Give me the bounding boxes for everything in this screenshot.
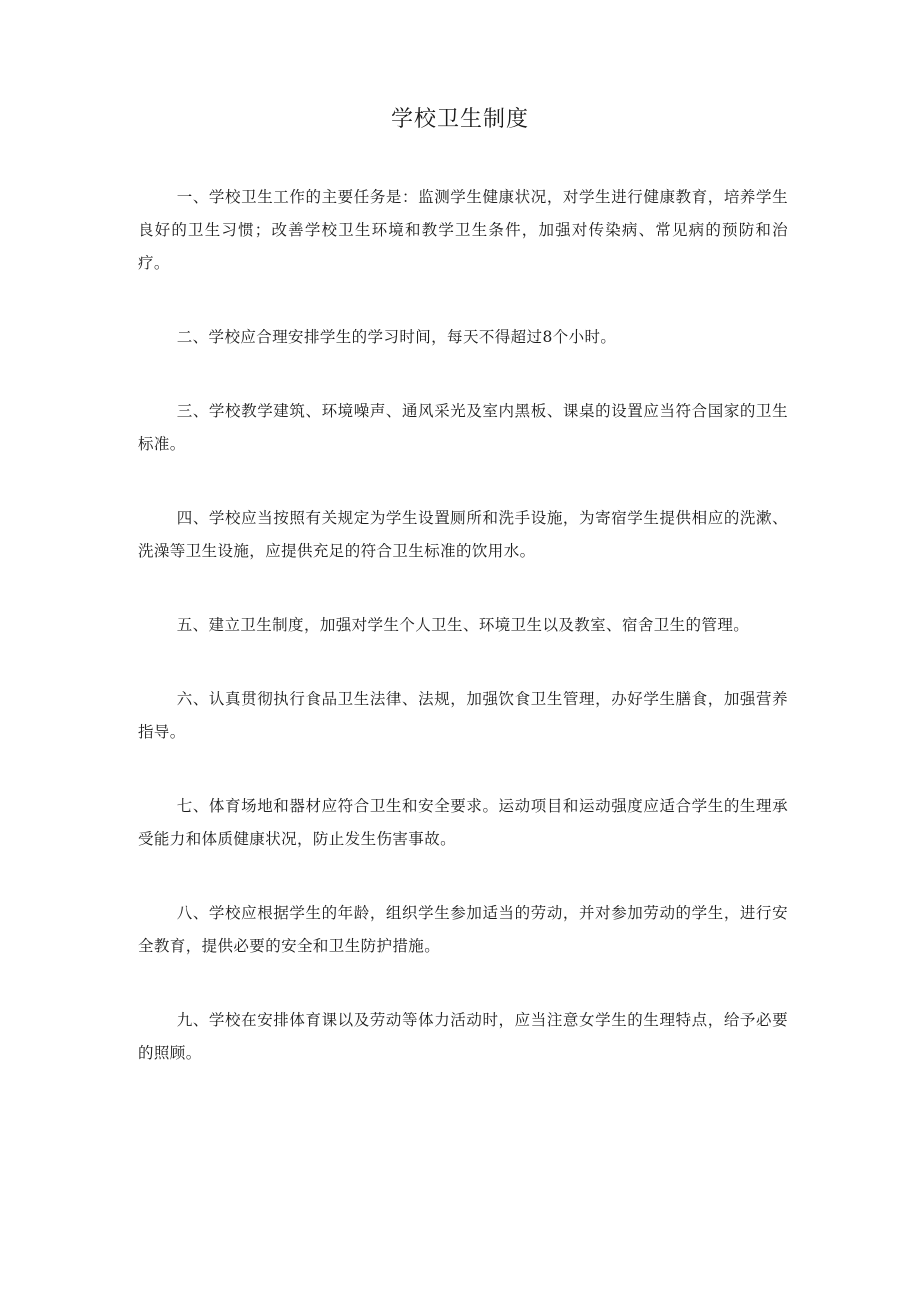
paragraph-2: 二、学校应合理安排学生的学习时间，每天不得超过8个小时。 [176,328,617,346]
paragraph-7: 七、体育场地和器材应符合卫生和安全要求。运动项目和运动强度应适合学生的生理承受能力和体质健康状况，防止发生伤害事故。 [138,797,788,848]
document-title: 学校卫生制度 [390,107,529,132]
document-body [138,181,788,1111]
paragraph-9: 九、学校在安排体育课以及劳动等体力活动时，应当注意女学生的生理特点，给予必要的照顾。 [138,1011,788,1062]
paragraph-3: 三、学校教学建筑、环境噪声、通风采光及室内黑板、课桌的设置应当符合国家的卫生标准。 [138,402,788,453]
paragraph-1: 一、学校卫生工作的主要任务是：监测学生健康状况，对学生进行健康教育，培养学生良好的卫生习惯；改善学校卫生环境和教学卫生条件，加强对传染病、常见病的预防和治疗。 [138,188,788,272]
paragraph-4: 四、学校应当按照有关规定为学生设置厕所和洗手设施，为寄宿学生提供相应的洗漱、洗澡等卫生设施，应提供充足的符合卫生标准的饮用水。 [138,509,788,560]
paragraph-5: 五、建立卫生制度，加强对学生个人卫生、环境卫生以及教室、宿舍卫生的管理。 [176,616,750,634]
paragraph-6: 六、认真贯彻执行食品卫生法律、法规，加强饮食卫生管理，办好学生膳食，加强营养指导。 [138,690,788,741]
paragraph-8: 八、学校应根据学生的年龄，组织学生参加适当的劳动，并对参加劳动的学生，进行安全教育，提供必要的安全和卫生防护措施。 [138,904,788,955]
